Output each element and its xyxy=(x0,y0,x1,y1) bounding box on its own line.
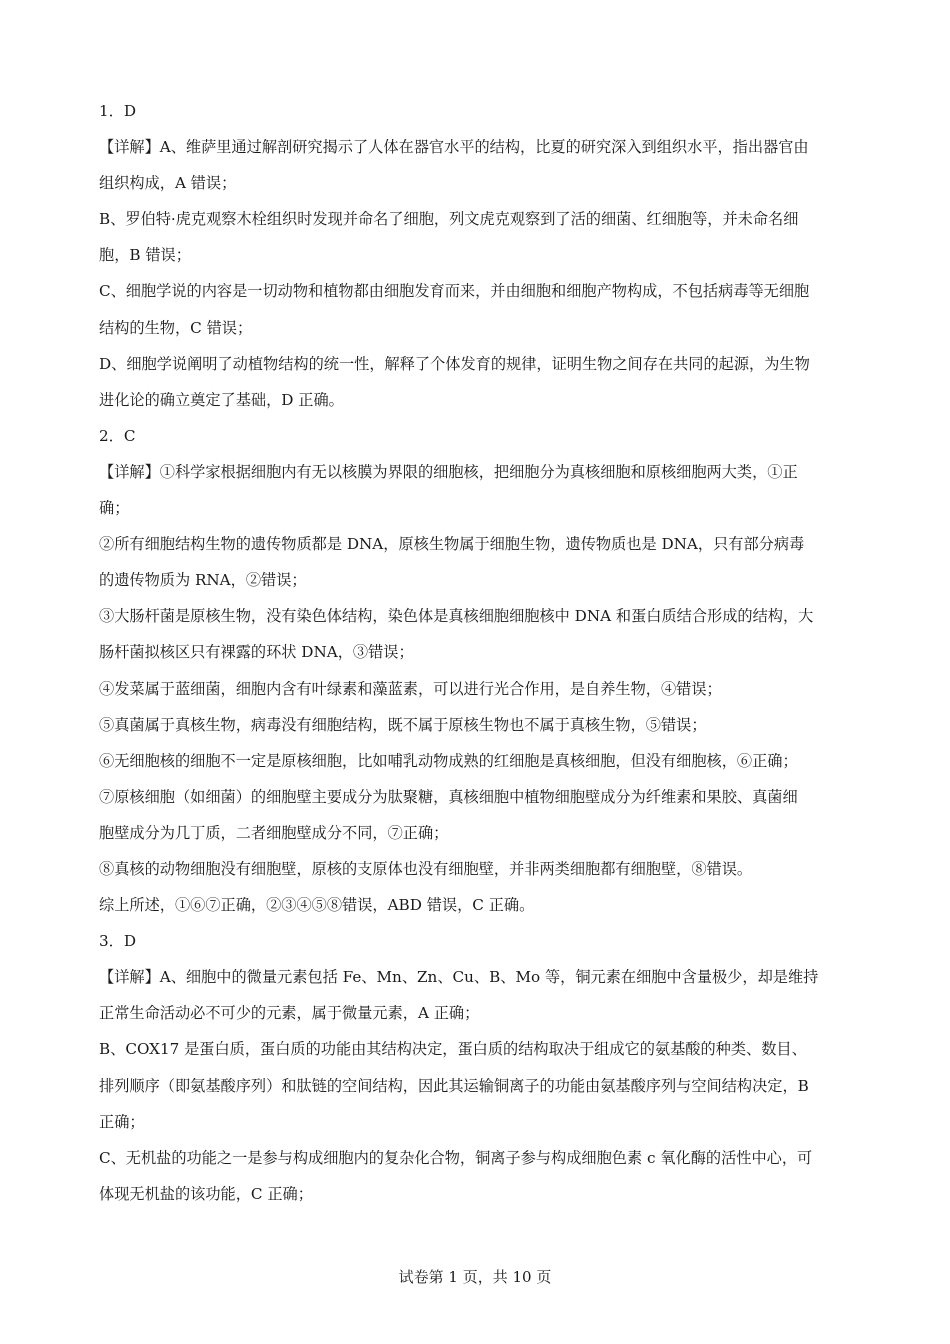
text-line: 【详解】①科学家根据细胞内有无以核膜为界限的细胞核，把细胞分为真核细胞和原核细胞两大类，①正 xyxy=(99,462,798,481)
text-line: 肠杆菌拟核区只有裸露的环状 DNA，③错误； xyxy=(99,643,414,662)
page-footer: 试卷第 1 页，共 10 页 xyxy=(398,1268,552,1286)
answer-explanations xyxy=(99,93,851,1212)
text-line: 3．D xyxy=(99,932,137,951)
text-line: ②所有细胞结构生物的遗传物质都是 DNA，原核生物属于细胞生物，遗传物质也是 DNA，只有部分病毒 xyxy=(99,535,805,554)
text-line: D、细胞学说阐明了动植物结构的统一性，解释了个体发育的规律，证明生物之间存在共同的起源，为生物 xyxy=(99,354,810,373)
text-line: 胞壁成分为几丁质，二者细胞壁成分不同，⑦正确； xyxy=(99,823,449,842)
text-line: ⑦原核细胞（如细菌）的细胞壁主要成分为肽聚糖，真核细胞中植物细胞壁成分为纤维素和果胶、真菌细 xyxy=(99,787,798,806)
text-line: B、COX17 是蛋白质，蛋白质的功能由其结构决定，蛋白质的结构取决于组成它的氨基酸的种类、数目、 xyxy=(99,1040,807,1059)
text-line: 正常生命活动必不可少的元素，属于微量元素，A 正确； xyxy=(99,1004,480,1023)
text-line: ⑥无细胞核的细胞不一定是原核细胞，比如哺乳动物成熟的红细胞是真核细胞，但没有细胞核，⑥正确； xyxy=(99,751,798,770)
text-line: ③大肠杆菌是原核生物，没有染色体结构，染色体是真核细胞细胞核中 DNA 和蛋白质结合形成的结构，大 xyxy=(99,607,814,626)
text-line: C、无机盐的功能之一是参与构成细胞内的复杂化合物，铜离子参与构成细胞色素 c 氧化酶的活性中心，可 xyxy=(99,1148,813,1167)
text-line: ⑤真菌属于真核生物，病毒没有细胞结构，既不属于原核生物也不属于真核生物，⑤错误； xyxy=(99,715,707,734)
text-line: ④发菜属于蓝细菌，细胞内含有叶绿素和藻蓝素，可以进行光合作用，是自养生物，④错误； xyxy=(99,679,722,698)
text-line: 【详解】A、细胞中的微量元素包括 Fe、Mn、Zn、Cu、B、Mo 等，铜元素在细胞中含量极少，却是维持 xyxy=(99,968,819,987)
text-line: B、罗伯特·虎克观察木栓组织时发现并命名了细胞，列文虎克观察到了活的细菌、红细胞等，并未命名细 xyxy=(99,210,799,229)
text-line: C、细胞学说的内容是一切动物和植物都由细胞发育而来，并由细胞和细胞产物构成，不包括病毒等无细胞 xyxy=(99,282,810,301)
text-line: 体现无机盐的该功能，C 正确； xyxy=(99,1184,313,1203)
text-line: 【详解】A、维萨里通过解剖研究揭示了人体在器官水平的结构，比夏的研究深入到组织水平，指出器官由 xyxy=(99,138,809,157)
text-line: 排列顺序（即氨基酸序列）和肽链的空间结构，因此其运输铜离子的功能由氨基酸序列与空间结构决定，B xyxy=(99,1076,809,1095)
text-line: 1．D xyxy=(99,102,137,120)
text-line: 2．C xyxy=(99,426,136,445)
text-line: 组织构成，A 错误； xyxy=(99,174,237,193)
text-line: 确； xyxy=(99,499,130,518)
text-line: ⑧真核的动物细胞没有细胞壁，原核的支原体也没有细胞壁，并非两类细胞都有细胞壁，⑧错误。 xyxy=(99,859,753,878)
text-line: 结构的生物，C 错误； xyxy=(99,318,253,337)
text-line: 胞，B 错误； xyxy=(99,246,191,265)
text-line: 进化论的确立奠定了基础，D 正确。 xyxy=(99,390,344,409)
text-line: 正确； xyxy=(99,1112,145,1131)
text-line: 综上所述，①⑥⑦正确，②③④⑤⑧错误，ABD 错误，C 正确。 xyxy=(99,896,535,915)
text-line: 的遗传物质为 RNA，②错误； xyxy=(99,571,307,590)
